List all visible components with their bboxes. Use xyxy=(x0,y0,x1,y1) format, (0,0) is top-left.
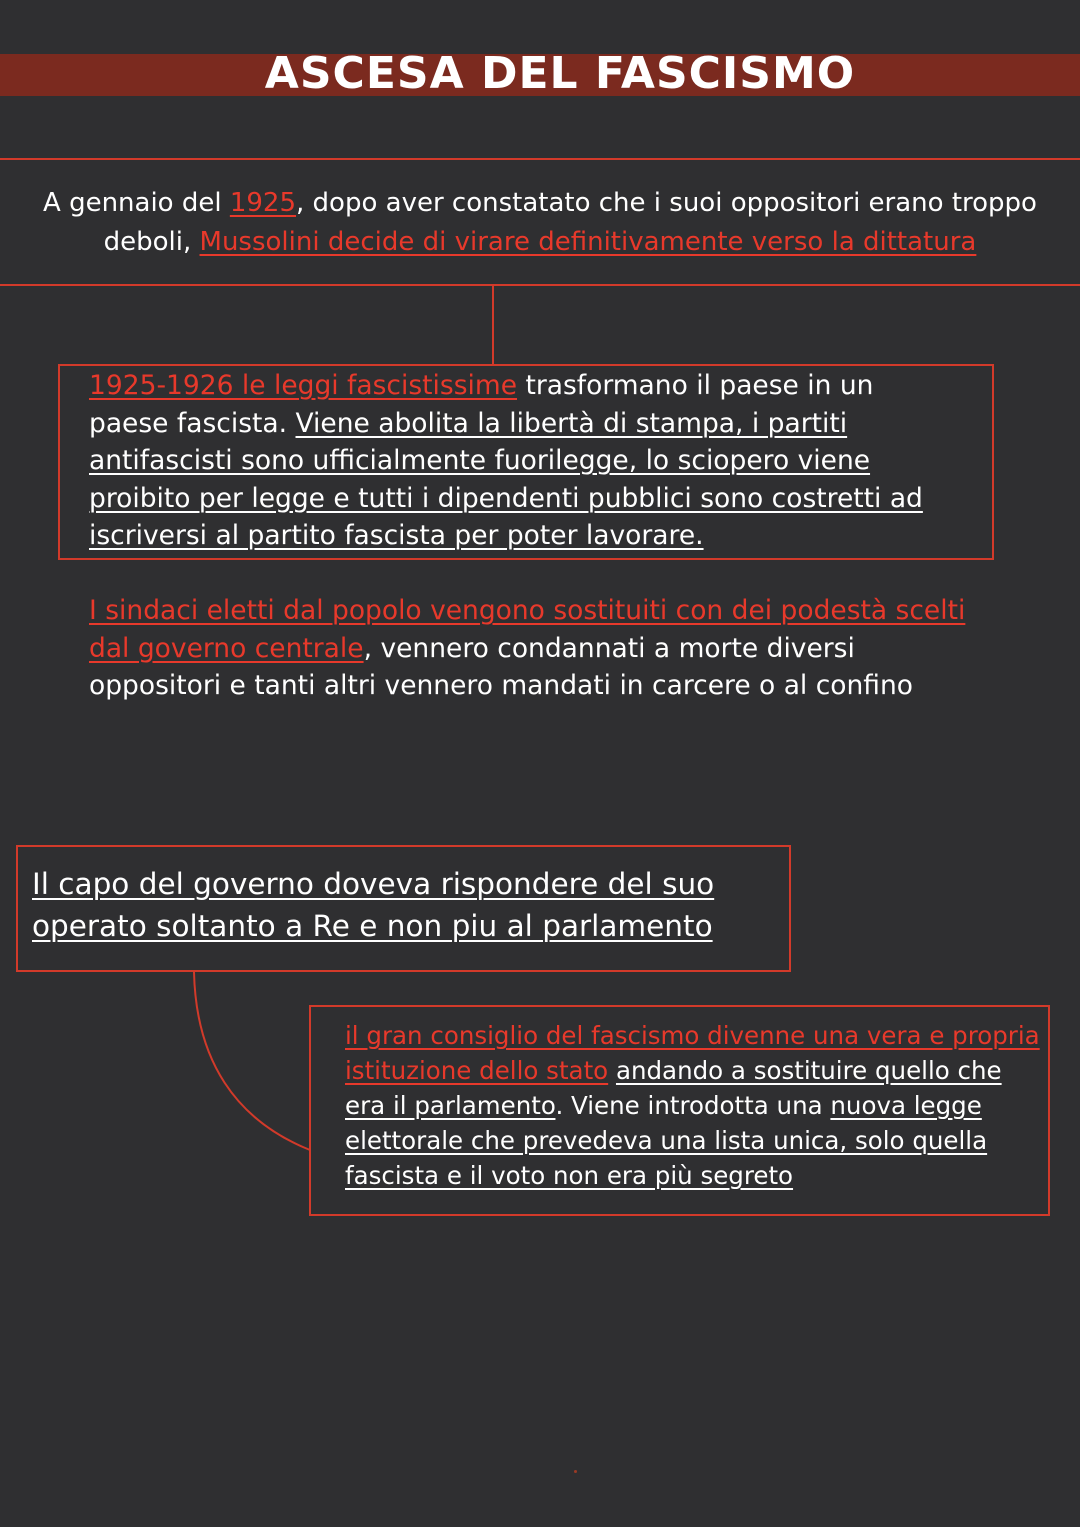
capo-governo-underlined: Il capo del governo doveva rispondere del suo operato soltanto a Re e non piu al parlamento xyxy=(32,867,715,943)
podesta-text: , vennero condannati a morte diversi oppositori e tanti altri vennero mandati in carcere o al confino xyxy=(89,632,913,701)
leggi-fascistissime-plain: trasformano il paese in un paese fascista. xyxy=(89,370,874,439)
gran-consiglio-underlined-1: andando a sostituire quello che era il parlamento xyxy=(345,1056,1002,1120)
page-title: ASCESA DEL FASCISMO xyxy=(264,48,856,99)
intro-highlight: Mussolini decide di virare definitivamente verso la dittatura xyxy=(199,227,977,257)
gran-consiglio-underlined-2: nuova legge elettorale che prevedeva una lista unica, solo quella fascista e il voto non era più segreto xyxy=(345,1091,988,1190)
connector-intro-box1 xyxy=(492,286,494,365)
podesta-paragraph xyxy=(89,592,969,705)
intro-paragraph xyxy=(0,184,1080,262)
gran-consiglio-space xyxy=(608,1056,616,1085)
leggi-fascistissime-underlined: Viene abolita la libertà di stampa, i partiti antifascisti sono ufficialmente fuorilegge, lo sciopero viene proibito per legge e tutti i dipendenti pubblici sono costretti ad iscriversi al partito fascista per poter lavorare. xyxy=(89,407,923,551)
connector-curve xyxy=(194,972,310,1150)
intro-bottom-divider xyxy=(0,284,1080,286)
intro-text-1: A gennaio del xyxy=(43,188,230,218)
podesta-highlight: I sindaci eletti dal popolo vengono sostituiti con dei podestà scelti dal governo centrale xyxy=(89,595,966,664)
capo-governo-text xyxy=(32,863,762,947)
gran-consiglio-text xyxy=(345,1018,1045,1193)
decorative-dot xyxy=(574,1470,577,1473)
intro-year: 1925 xyxy=(229,188,297,218)
intro-top-divider xyxy=(0,158,1080,160)
gran-consiglio-plain: . Viene introdotta una xyxy=(555,1091,831,1120)
gran-consiglio-highlight: il gran consiglio del fascismo divenne una vera e propria istituzione dello stato xyxy=(345,1021,1040,1085)
intro-text-2: , dopo aver constatato che i suoi oppositori erano troppo deboli, xyxy=(103,188,1037,257)
leggi-fascistissime-text xyxy=(89,367,949,555)
leggi-fascistissime-highlight: 1925-1926 le leggi fascistissime xyxy=(89,370,518,401)
